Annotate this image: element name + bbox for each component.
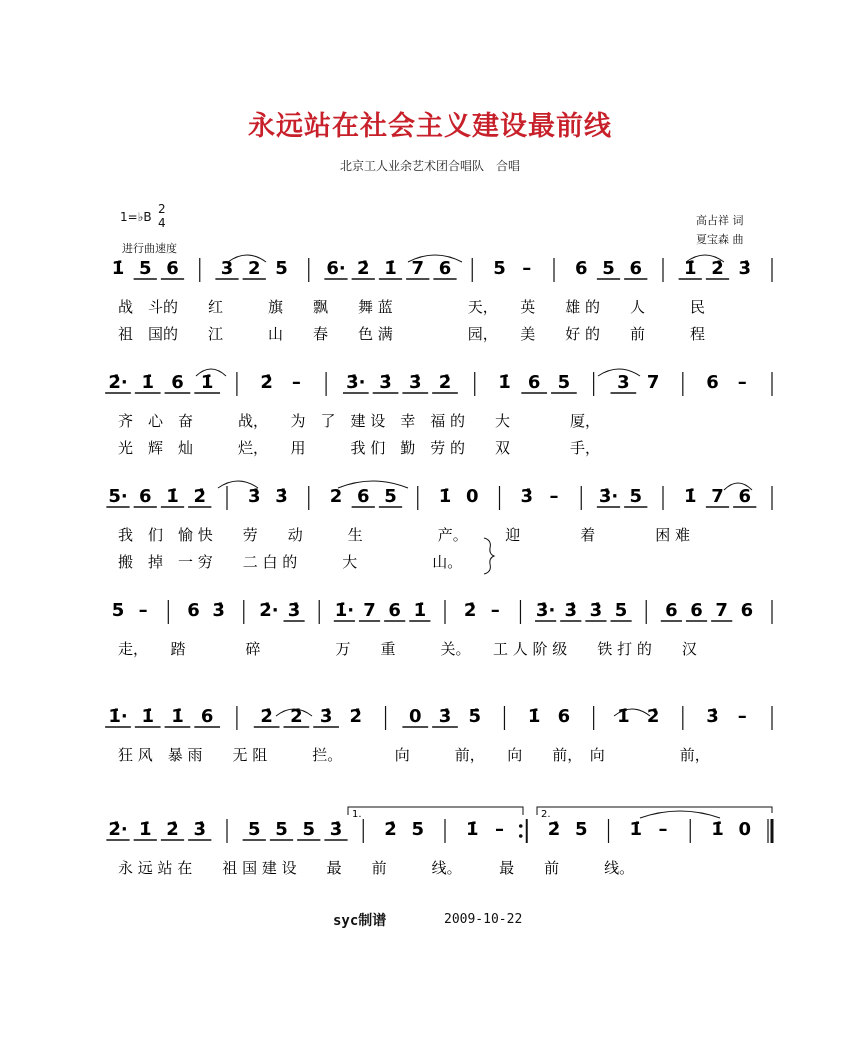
volta-label: 1. xyxy=(352,809,362,820)
note: 2̇ xyxy=(166,819,179,840)
note: 6 xyxy=(138,486,152,507)
note: 5 xyxy=(493,258,506,279)
note: 7 xyxy=(715,600,728,621)
note: 2̇ xyxy=(646,706,660,727)
note: 3̇ xyxy=(319,706,333,727)
note: 3̇ xyxy=(409,372,422,393)
note: 2 xyxy=(247,258,261,279)
lyric-line: 齐 心 奋 战， 为 了 建 设 幸 福 的 大 厦， xyxy=(118,412,601,430)
note: 7 xyxy=(411,258,425,279)
note: – xyxy=(138,600,148,621)
note: 3̇· xyxy=(598,486,619,507)
slur xyxy=(338,481,408,488)
note: 0 xyxy=(409,706,422,727)
note: 6· xyxy=(326,258,346,279)
note: 2̇ xyxy=(290,706,303,727)
note: 5 xyxy=(602,258,615,279)
note: – xyxy=(737,706,747,727)
note: 1̇· xyxy=(108,706,128,727)
note: 1̇ xyxy=(629,819,643,840)
note: 5 xyxy=(302,819,316,840)
note: 6 xyxy=(438,258,452,279)
note: 6 xyxy=(187,600,200,621)
note: 3 xyxy=(617,372,630,393)
note: 6 xyxy=(665,600,678,621)
note: 6 xyxy=(356,486,370,507)
note: – xyxy=(522,258,532,279)
note: 1̇ xyxy=(438,486,452,507)
note: 5 xyxy=(574,819,588,840)
note: 1̇ xyxy=(413,600,427,621)
note: 1̇ xyxy=(498,372,511,393)
lyric-line: 祖 国的 江 山 春 色 满 园， 美 好 的 前 程 xyxy=(118,325,706,343)
note: 1̇ xyxy=(527,706,541,727)
repeat-dot xyxy=(519,834,523,838)
note: 7 xyxy=(711,486,724,507)
performer-credit: 北京工人业余艺术团合唱队 合唱 xyxy=(339,159,520,173)
note: 3̇ xyxy=(564,600,578,621)
note: 2̇ xyxy=(463,600,477,621)
note: 6 xyxy=(171,372,184,393)
note: 5 xyxy=(629,486,643,507)
lyric-line: 我 们 愉 快 劳 动 生 产。 迎 着 困 难 xyxy=(118,526,691,544)
note: 5· xyxy=(108,486,128,507)
time-sig-bottom: 4 xyxy=(158,216,166,230)
note: 2̇ xyxy=(356,258,370,279)
note: 3̇· xyxy=(346,372,366,393)
note: 3̇ xyxy=(212,600,225,621)
note: 3̇ xyxy=(738,258,752,279)
note: 3̇ xyxy=(706,706,719,727)
note: 2̇· xyxy=(108,372,128,393)
note: 2̇· xyxy=(108,819,128,840)
note: 6 xyxy=(527,372,541,393)
note: 1̇ xyxy=(111,258,125,279)
lyric-line: 走， 踏 碎 万 重 关。 工 人 阶 级 铁 打 的 汉 xyxy=(118,640,697,658)
note: 3̇ xyxy=(589,600,603,621)
time-sig-top: 2 xyxy=(158,202,166,216)
note: 2̇ xyxy=(711,258,724,279)
note: 5 xyxy=(384,486,397,507)
note: 3̇ xyxy=(438,706,452,727)
note: 2̇ xyxy=(438,372,452,393)
lyricist-credit: 高占祥 词 xyxy=(696,214,744,227)
lyric-line: 战 斗的 红 旗 飘 舞 蓝 天， 英 雄 的 人 民 xyxy=(118,298,706,316)
note: 5 xyxy=(557,372,571,393)
note: – xyxy=(291,372,301,393)
slur xyxy=(640,811,720,818)
note: 3̇ xyxy=(193,819,207,840)
note: 2̇ xyxy=(193,486,207,507)
note: 1̇ xyxy=(384,258,397,279)
note: 3̇ xyxy=(275,486,288,507)
note: 7 xyxy=(363,600,376,621)
note: 5 xyxy=(275,258,288,279)
note: 2̇ xyxy=(349,706,363,727)
note: 6 xyxy=(738,486,752,507)
note: 5 xyxy=(111,600,125,621)
note: 1̇ xyxy=(711,819,724,840)
note: 1̇ xyxy=(138,819,152,840)
note: 3̇ xyxy=(287,600,301,621)
note: 6 xyxy=(574,258,588,279)
note: 3̇ xyxy=(520,486,534,507)
note: 6 xyxy=(629,258,643,279)
note: 2̇ xyxy=(260,372,273,393)
note: – xyxy=(490,600,500,621)
lyric-line: 光 辉 灿 烂， 用 我 们 勤 劳 的 双 手， xyxy=(118,439,601,457)
note: 6 xyxy=(557,706,571,727)
note: 2 xyxy=(329,486,343,507)
tempo-marking: 进行曲速度 xyxy=(122,242,177,255)
note: 3̇ xyxy=(247,486,261,507)
repeat-dot xyxy=(519,824,523,828)
lyric-line: 永 远 站 在 祖 国 建 设 最 前 线。 最 前 线。 xyxy=(118,859,635,877)
note: 2̇ xyxy=(547,819,561,840)
note: 0 xyxy=(465,486,479,507)
note: – xyxy=(737,372,747,393)
note: 6 xyxy=(740,600,754,621)
note: 6 xyxy=(388,600,401,621)
note: 5 xyxy=(275,819,288,840)
volta-label: 2. xyxy=(541,809,551,820)
note: – xyxy=(495,819,504,840)
note: 6 xyxy=(166,258,179,279)
note: 3̇ xyxy=(329,819,343,840)
note: 2̇ xyxy=(384,819,397,840)
note: 2̇ xyxy=(260,706,273,727)
note: 1̇ xyxy=(683,486,697,507)
note: 5̇ xyxy=(468,706,481,727)
note: 5 xyxy=(411,819,425,840)
note: 1̇ xyxy=(166,486,179,507)
page-title: 永远站在社会主义建设最前线 xyxy=(248,111,612,142)
note: – xyxy=(549,486,559,507)
note: 1̇ xyxy=(141,706,154,727)
note: 5 xyxy=(138,258,152,279)
note: 7 xyxy=(646,372,660,393)
note: 3 xyxy=(220,258,234,279)
composer-credit: 夏宝森 曲 xyxy=(696,233,744,246)
note: 2̇· xyxy=(259,600,279,621)
note: 6 xyxy=(706,372,719,393)
lyric-line: 搬 掉 一 穷 二 白 的 大 山。 xyxy=(118,553,463,571)
volta-bracket xyxy=(348,807,523,815)
note: 3̇ xyxy=(379,372,392,393)
note: 1̇ xyxy=(171,706,184,727)
note: 1̇ xyxy=(200,372,214,393)
note: 1̇· xyxy=(334,600,355,621)
note: 1̇ xyxy=(141,372,154,393)
note: 1̇ xyxy=(617,706,630,727)
note: 6 xyxy=(690,600,703,621)
note: 1̇ xyxy=(465,819,479,840)
note: 3̇· xyxy=(535,600,556,621)
note: 5 xyxy=(247,819,261,840)
note: 0 xyxy=(738,819,752,840)
lyric-line: 狂 风 暴 雨 无 阻 拦。 向 前， 向 前， 向 前， xyxy=(118,746,710,764)
note: 1̇ xyxy=(683,258,697,279)
note: 5 xyxy=(614,600,628,621)
key-text: 1=♭B xyxy=(120,210,152,224)
note: – xyxy=(658,819,668,840)
note: 6 xyxy=(200,706,214,727)
score-date: 2009-10-22 xyxy=(444,912,523,927)
score-maker: syc制谱 xyxy=(333,913,387,929)
